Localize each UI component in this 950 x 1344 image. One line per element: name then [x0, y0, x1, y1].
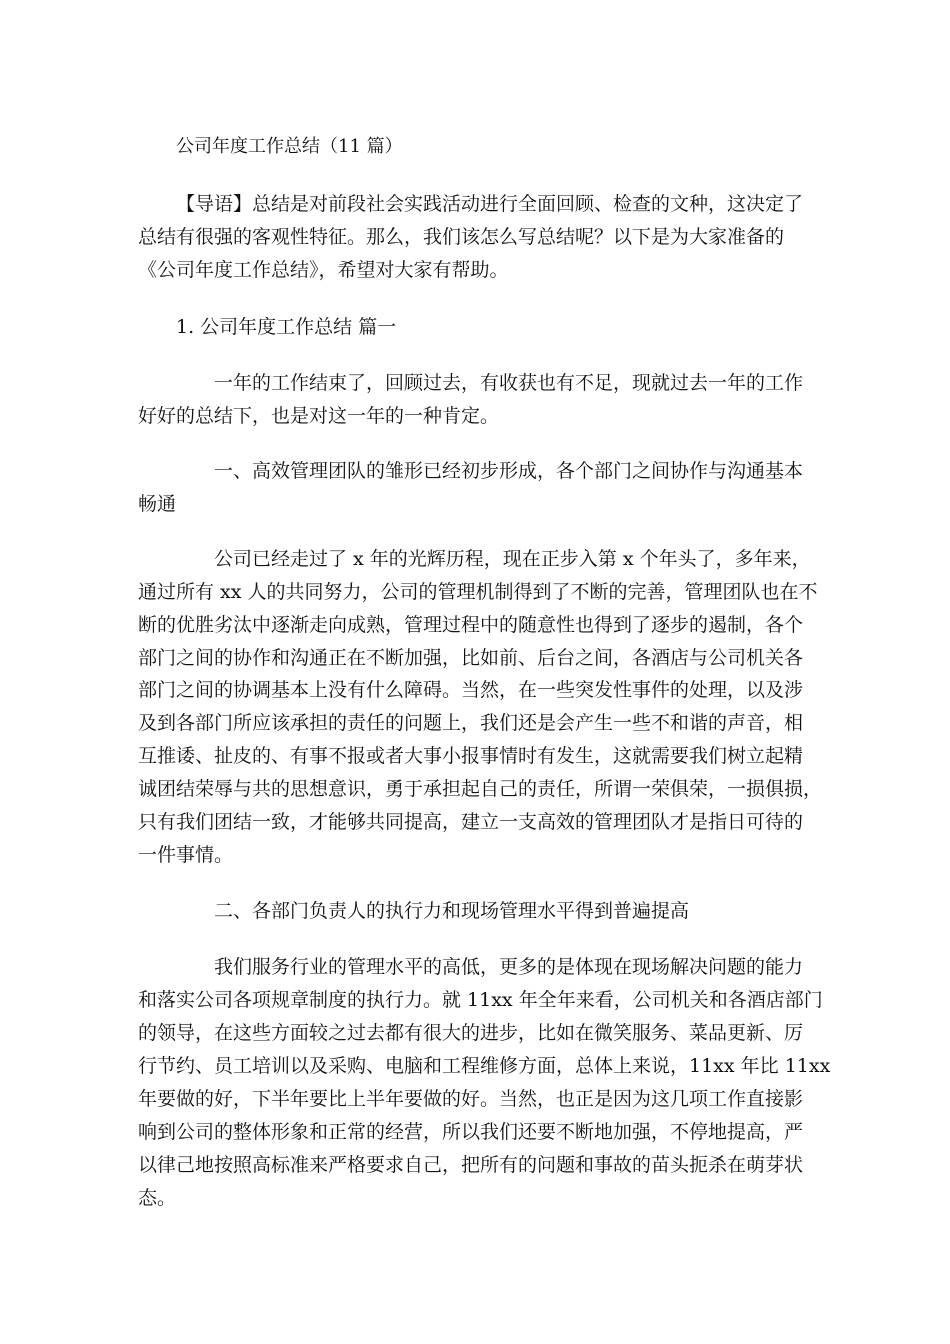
- intro-line-1: 【导语】总结是对前段社会实践活动进行全面回顾、检查的文种，这决定了: [176, 193, 804, 215]
- para2-line-6: 及到各部门所应该承担的责任的问题上，我们还是会产生一些不和谐的声音，相: [138, 712, 804, 734]
- intro-line-2: 总结有很强的客观性特征。那么，我们该怎么写总结呢？以下是为大家准备的: [138, 226, 785, 248]
- para3-line-8: 态。: [138, 1187, 177, 1209]
- para3-line-2: 和落实公司各项规章制度的执行力。就 11xx 年全年来看，公司机关和各酒店部门: [138, 989, 823, 1011]
- para1-line-2: 好好的总结下，也是对这一年的一种肯定。: [138, 405, 500, 427]
- para2-line-10: 一件事情。: [138, 844, 234, 866]
- para1-line-1: 一年的工作结束了，回顾过去，有收获也有不足，现就过去一年的工作: [214, 372, 804, 394]
- para2-line-5: 部门之间的协调基本上没有什么障碍。当然，在一些突发性事件的处理，以及涉: [138, 679, 804, 701]
- para3-line-4: 行节约、员工培训以及采购、电脑和工程维修方面，总体上来说，11xx 年比 11xx: [138, 1055, 831, 1077]
- heading1-line-2: 畅通: [138, 493, 177, 515]
- heading1-line-1: 一、高效管理团队的雏形已经初步形成，各个部门之间协作与沟通基本: [214, 460, 804, 482]
- para2-line-9: 只有我们团结一致，才能够共同提高，建立一支高效的管理团队才是指日可待的: [138, 811, 804, 833]
- section-heading: 1. 公司年度工作总结 篇一: [176, 316, 397, 338]
- para2-line-1: 公司已经走过了 x 年的光辉历程，现在正步入第 x 个年头了，多年来，: [214, 548, 811, 570]
- para3-line-7: 以律己地按照高标准来严格要求自己，把所有的问题和事故的苗头扼杀在萌芽状: [138, 1154, 804, 1176]
- intro-line-3: 《公司年度工作总结》，希望对大家有帮助。: [138, 259, 509, 281]
- para2-line-7: 互推诿、扯皮的、有事不报或者大事小报事情时有发生，这就需要我们树立起精: [138, 745, 804, 767]
- para2-line-8: 诚团结荣辱与共的思想意识，勇于承担起自己的责任，所谓一荣俱荣，一损俱损，: [138, 778, 823, 800]
- para2-line-4: 部门之间的协作和沟通正在不断加强，比如前、后台之间，各酒店与公司机关各: [138, 647, 804, 669]
- heading2: 二、各部门负责人的执行力和现场管理水平得到普遍提高: [214, 900, 690, 922]
- para3-line-1: 我们服务行业的管理水平的高低，更多的是体现在现场解决问题的能力: [214, 956, 804, 978]
- para2-line-3: 断的优胜劣汰中逐渐走向成熟，管理过程中的随意性也得到了逐步的遏制，各个: [138, 614, 804, 636]
- para3-line-3: 的领导，在这些方面较之过去都有很大的进步，比如在微笑服务、菜品更新、厉: [138, 1022, 804, 1044]
- para3-line-5: 年要做的好，下半年要比上半年要做的好。当然，也正是因为这几项工作直接影: [138, 1088, 804, 1110]
- para3-line-6: 响到公司的整体形象和正常的经营，所以我们还要不断地加强，不停地提高，严: [138, 1121, 804, 1143]
- para2-line-2: 通过所有 xx 人的共同努力，公司的管理机制得到了不断的完善，管理团队也在不: [138, 581, 818, 603]
- document-title: 公司年度工作总结（11 篇）: [176, 136, 403, 157]
